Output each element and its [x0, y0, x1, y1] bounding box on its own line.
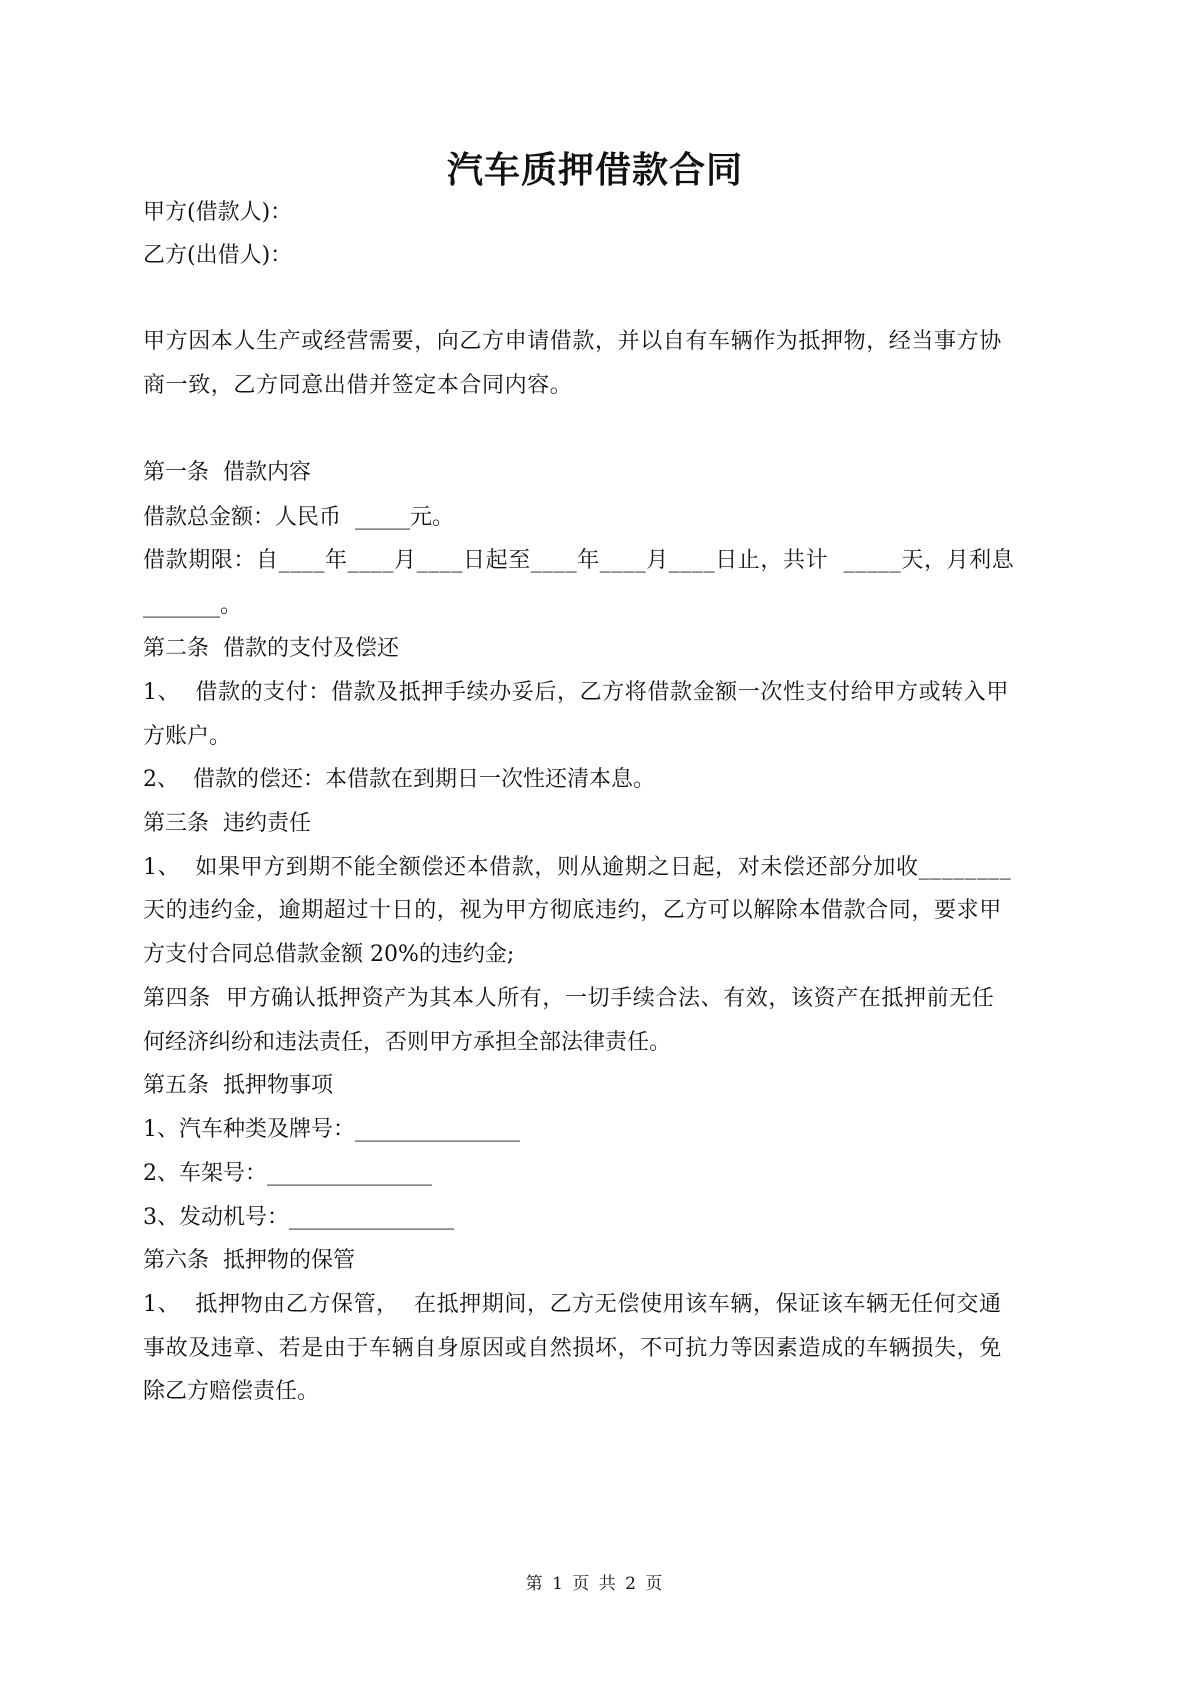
article3-heading: 第三条 违约责任 [143, 811, 311, 836]
article4-text: 何经济纠纷和违法责任，否则甲方承担全部法律责任。 [143, 1030, 672, 1055]
article2-item: 1、 借款的支付：借款及抵押手续办妥后，乙方将借款金额一次性支付给甲方或转入甲 [143, 680, 1009, 705]
article4-text: 第四条 甲方确认抵押资产为其本人所有，一切手续合法、有效，该资产在抵押前无任 [143, 986, 995, 1011]
party-b-label: 乙方(出借人)： [143, 243, 293, 268]
party-a-label: 甲方(借款人)： [143, 200, 293, 225]
article3-item: 方支付合同总借款金额 20%的违约金; [143, 942, 515, 967]
intro-line: 甲方因本人生产或经营需要，向乙方申请借款，并以自有车辆作为抵押物，经当事方协 [143, 329, 1002, 354]
article3-item: 天的违约金，逾期超过十日的，视为甲方彻底违约，乙方可以解除本借款合同，要求甲 [143, 898, 1002, 923]
article1-heading: 第一条 借款内容 [143, 460, 311, 485]
article6-item: 事故及违章、若是由于车辆自身原因或自然损坏，不可抗力等因素造成的车辆损失，免 [143, 1336, 1002, 1361]
article2-item: 2、 借款的偿还：本借款在到期日一次性还清本息。 [143, 767, 655, 792]
engine-number-field: 3、发动机号：_______________ [143, 1205, 454, 1230]
vehicle-type-field: 1、汽车种类及牌号：_______________ [143, 1117, 520, 1142]
article6-item: 1、 抵押物由乙方保管， 在抵押期间，乙方无偿使用该车辆，保证该车辆无任何交通 [143, 1292, 1002, 1317]
loan-amount-line: 借款总金额：人民币 _____元。 [143, 505, 454, 530]
intro-line: 商一致，乙方同意出借并签定本合同内容。 [143, 373, 573, 398]
article6-item: 除乙方赔偿责任。 [143, 1379, 320, 1404]
article3-item: 1、 如果甲方到期不能全额偿还本借款，则从逾期之日起，对未偿还部分加收________ [143, 855, 1012, 880]
article2-item: 方账户。 [143, 724, 232, 749]
article6-heading: 第六条 抵押物的保管 [143, 1248, 355, 1273]
loan-term-line: _______。 [143, 593, 243, 618]
chassis-number-field: 2、车架号：_______________ [143, 1161, 432, 1186]
document-title: 汽车质押借款合同 [446, 149, 743, 191]
page-number-footer: 第 1 页 共 2 页 [525, 1574, 665, 1594]
article5-heading: 第五条 抵押物事项 [143, 1073, 333, 1098]
article2-heading: 第二条 借款的支付及偿还 [143, 636, 399, 661]
loan-term-line: 借款期限：自____年____月____日起至____年____月____日止，共计 _____天，月利息 [143, 548, 1015, 573]
